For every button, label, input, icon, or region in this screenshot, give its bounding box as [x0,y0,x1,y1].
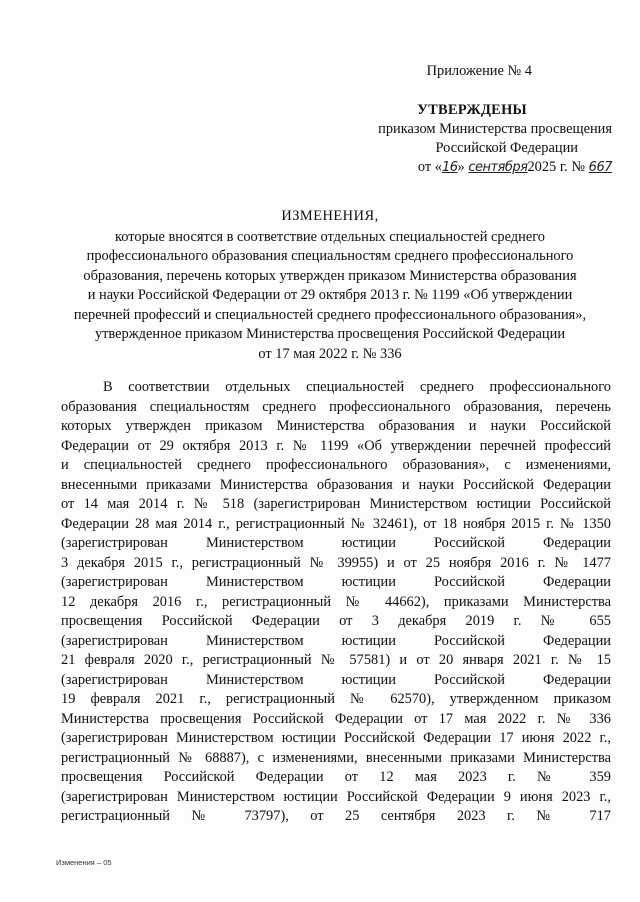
body-line: внесенными приказами Министерства образования и науки Российской Федерации [61,476,611,493]
approved-label: УТВЕРЖДЕНЫ [417,102,527,118]
body-line: Министерства просвещения Российской Федерации от 17 мая 2022 г. № 336 [61,710,611,727]
body-line: которых утвержден приказом Министерства образования и науки Российской [61,418,611,434]
body-line: (зарегистрирован Министерством юстиции Российской Федерации [61,574,611,590]
title-line: и науки Российской Федерации от 29 октября 2013 г. № 1199 «Об утверждении [87,287,573,303]
title-line: которые вносятся в соответствие отдельных специальностей среднего [115,228,545,245]
footer-note: Изменения – 05 [56,858,112,867]
body-line: образования специальностям среднего профессионального образования, перечень [61,398,611,415]
appendix-label: Приложение № 4 [426,63,532,79]
body-line: от 14 мая 2014 г. № 518 (зарегистрирован Министерством юстиции Российской [61,496,611,512]
document-title [60,207,600,364]
order-date-line [342,158,612,177]
body-line: Федерации от 29 октября 2013 г. № 1199 «Об утверждении перечней профессий [61,437,611,454]
date-prefix: от « [417,159,442,175]
body-line: (зарегистрирован Министерством юстиции Российской Федерации 9 июня 2023 г., [61,788,611,805]
body-line: просвещения Российской Федерации от 3 декабря 2019 г. № 655 [61,613,611,629]
order-line-1: приказом Министерства просвещения [378,121,612,137]
title-line: от 17 мая 2022 г. № 336 [258,345,402,362]
body-line: (зарегистрирован Министерством юстиции Российской Федерации [61,632,611,649]
body-line: 12 декабря 2016 г., регистрационный № 44662), приказами Министерства [61,593,611,610]
approval-header [342,62,612,177]
title-line: образования, перечень которых утвержден приказом Министерства образования [83,267,577,284]
title-line: перечней профессий и специальностей среднего профессионального образования», [73,306,587,323]
order-line-2: Российской Федерации [435,140,578,156]
body-line: 21 февраля 2020 г., регистрационный № 57581) и от 20 января 2021 г. № 15 [61,652,611,668]
order-number-handwritten: 667 [588,160,612,175]
body-line: (зарегистрирован Министерством юстиции Российской Федерации [61,671,611,688]
date-day-handwritten: 16 [441,160,458,175]
date-mid: » [457,159,465,175]
body-paragraph [61,378,611,827]
body-line: 19 февраля 2021 г., регистрационный № 62570), утвержденном приказом [61,691,611,707]
title-line: утвержденное приказом Министерства просвещения Российской Федерации [94,326,566,342]
body-line: и специальностей среднего профессионального образования», с изменениями, [61,457,611,473]
body-line: просвещения Российской Федерации от 12 мая 2023 г. № 359 [61,769,611,785]
title-heading: ИЗМЕНЕНИЯ, [281,208,379,224]
body-line: Федерации 28 мая 2014 г., регистрационный № 32461), от 18 ноября 2015 г. № 1350 [61,515,611,532]
body-line: В соответствии отдельных специальностей среднего профессионального [103,379,611,395]
body-line: (зарегистрирован Министерством юстиции Российской Федерации [61,535,611,551]
body-line: регистрационный № 68887), с изменениями, внесенными приказами Министерства [61,749,611,766]
body-line: (зарегистрирован Министерством юстиции Российской Федерации 17 июня 2022 г., [61,730,611,746]
date-month-handwritten: сентября [468,160,528,175]
title-line: профессионального образования специальностям среднего профессионального [86,248,574,264]
date-year: 2025 г. № [527,159,586,175]
body-line: регистрационный № 73797), от 25 сентября 2023 г. № 717 [61,808,611,824]
body-line: 3 декабря 2015 г., регистрационный № 39955) и от 25 ноября 2016 г. № 1477 [61,554,611,571]
